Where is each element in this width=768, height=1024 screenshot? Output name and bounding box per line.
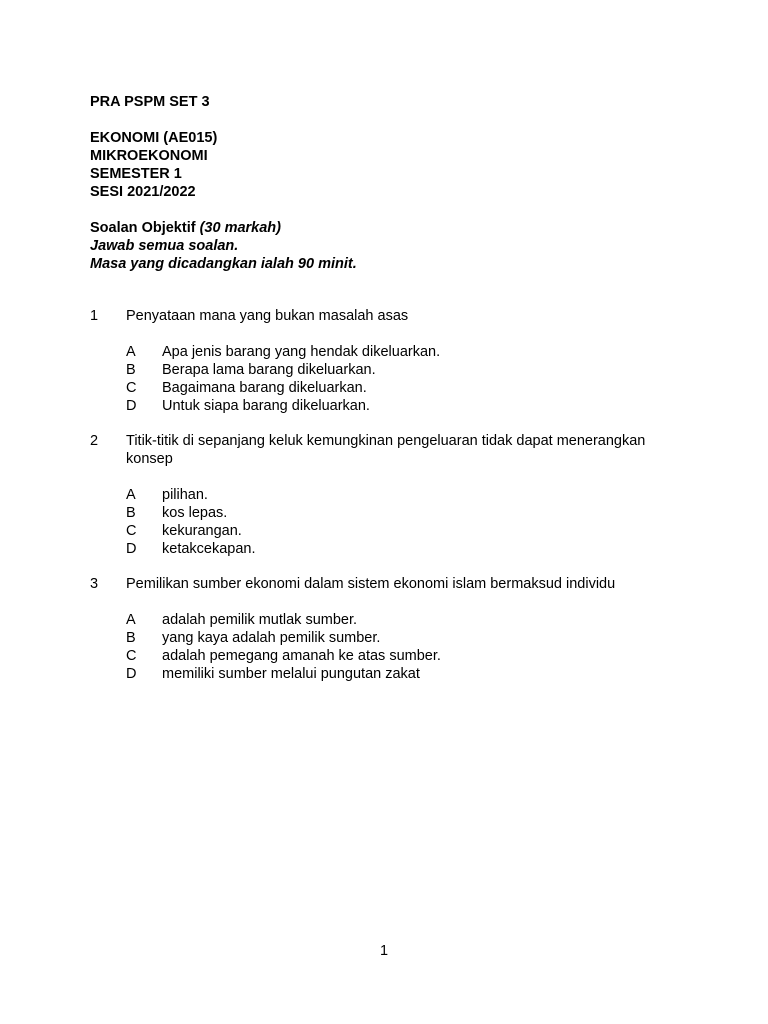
option-b xyxy=(126,361,690,379)
question-1 xyxy=(90,307,690,415)
question-stem: Titik-titik di sepanjang keluk kemungkinan pengeluaran tidak dapat menerangkan konsep xyxy=(126,433,646,467)
question-stem: Pemilikan sumber ekonomi dalam sistem ekonomi islam bermaksud individu xyxy=(126,576,616,592)
option-text: adalah pemegang amanah ke atas sumber. xyxy=(162,648,441,664)
option-d xyxy=(126,397,690,415)
option-a xyxy=(126,486,690,504)
instruction-answer-all: Jawab semua soalan. xyxy=(90,238,239,254)
option-d xyxy=(126,540,690,558)
session-label: SESI 2021/2022 xyxy=(90,184,196,200)
question-2 xyxy=(90,432,690,558)
question-number: 2 xyxy=(90,433,99,449)
option-letter: C xyxy=(126,648,137,664)
option-text: adalah pemilik mutlak sumber. xyxy=(162,612,358,628)
section-label: Soalan Objektif xyxy=(90,220,196,236)
question-number: 3 xyxy=(90,576,99,592)
option-text: pilihan. xyxy=(162,487,208,503)
question-3 xyxy=(90,575,690,683)
option-text: Apa jenis barang yang hendak dikeluarkan. xyxy=(162,344,441,360)
option-a xyxy=(126,343,690,361)
semester-label: SEMESTER 1 xyxy=(90,166,182,182)
option-letter: D xyxy=(126,398,137,414)
option-b xyxy=(126,629,690,647)
option-text: Untuk siapa barang dikeluarkan. xyxy=(162,398,370,414)
exam-title: PRA PSPM SET 3 xyxy=(90,94,210,110)
option-text: Berapa lama barang dikeluarkan. xyxy=(162,362,376,378)
instruction-time: Masa yang dicadangkan ialah 90 minit. xyxy=(90,256,357,272)
option-text: yang kaya adalah pemilik sumber. xyxy=(162,630,381,646)
option-text: kekurangan. xyxy=(162,523,242,539)
option-d xyxy=(126,665,690,683)
question-stem: Penyataan mana yang bukan masalah asas xyxy=(126,308,409,324)
page-number: 1 xyxy=(379,943,389,959)
option-text: Bagaimana barang dikeluarkan. xyxy=(162,380,367,396)
option-letter: A xyxy=(126,344,136,360)
option-list xyxy=(90,611,690,683)
option-text: kos lepas. xyxy=(162,505,228,521)
option-b xyxy=(126,504,690,522)
option-c xyxy=(126,647,690,665)
option-a xyxy=(126,611,690,629)
section-marks: (30 markah) xyxy=(199,220,281,236)
option-list xyxy=(90,486,690,558)
question-number: 1 xyxy=(90,308,99,324)
option-letter: D xyxy=(126,666,137,682)
option-text: memiliki sumber melalui pungutan zakat xyxy=(162,666,420,682)
option-letter: D xyxy=(126,541,137,557)
option-letter: C xyxy=(126,380,137,396)
section-heading xyxy=(90,219,690,237)
option-list xyxy=(90,343,690,415)
option-c xyxy=(126,522,690,540)
option-letter: B xyxy=(126,362,136,378)
option-text: ketakcekapan. xyxy=(162,541,256,557)
option-letter: A xyxy=(126,612,136,628)
option-c xyxy=(126,379,690,397)
option-letter: B xyxy=(126,505,136,521)
subject-title: EKONOMI (AE015) xyxy=(90,130,218,146)
option-letter: B xyxy=(126,630,136,646)
option-letter: C xyxy=(126,523,137,539)
topic-title: MIKROEKONOMI xyxy=(90,148,208,164)
exam-header xyxy=(90,93,690,273)
option-letter: A xyxy=(126,487,136,503)
